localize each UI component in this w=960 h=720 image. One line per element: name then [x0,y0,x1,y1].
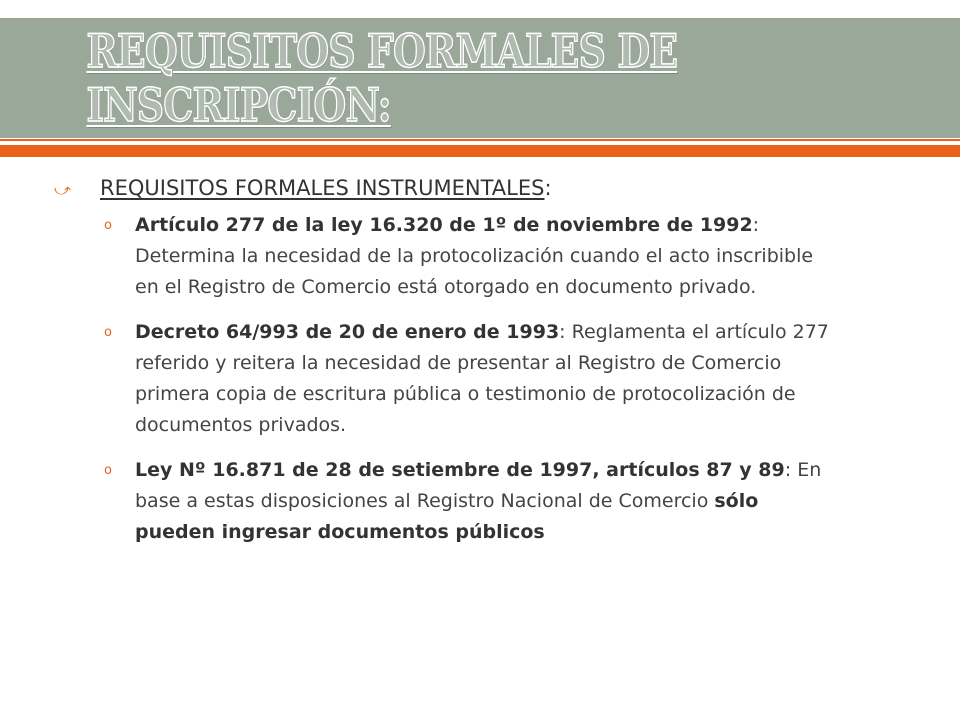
requirements-list [50,210,920,548]
item-description: : Determina la necesidad de la protocolización cuando el acto inscribible en el Registro de Comercio está otorgado en documento privado. [135,214,814,298]
section-heading: REQUISITOS FORMALES INSTRUMENTALES [100,176,545,200]
title-band [0,18,960,138]
circle-bullet-icon: o [104,325,112,340]
item-description: : En base a estas disposiciones al Registro Nacional de Comercio [135,459,822,512]
accent-line-thin [0,139,960,141]
slide-title: REQUISITOS FORMALES DE INSCRIPCIÓN: [86,24,678,132]
item-reference: Decreto 64/993 de 20 de enero de 1993 [135,321,560,343]
circle-bullet-icon: o [104,463,112,478]
slide-content [50,176,920,562]
item-reference: Ley Nº 16.871 de 28 de setiembre de 1997, artículos 87 y 89 [135,459,785,481]
section-heading-row [50,176,920,200]
section-heading-colon: : [544,176,552,200]
curved-arrow-icon: ⤻ [54,180,72,199]
list-item [104,455,920,548]
circle-bullet-icon: o [104,218,112,233]
item-reference: Artículo 277 de la ley 16.320 de 1º de noviembre de 1992 [135,214,753,236]
item-emphasis: sólo pueden ingresar documentos públicos [135,490,759,543]
list-item [104,317,920,441]
accent-line-thick [0,145,960,157]
list-item [104,210,920,303]
item-description: : Reglamenta el artículo 277 referido y reitera la necesidad de presentar al Registro de Comercio primera copia de escritura pública o testimonio de protocolización de documentos privados. [135,321,829,436]
